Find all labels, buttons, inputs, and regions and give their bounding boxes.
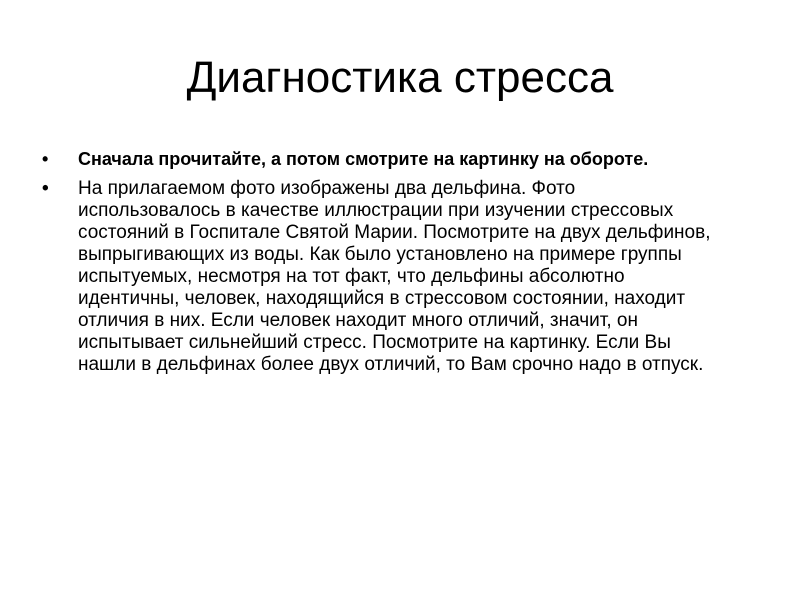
slide-title: Диагностика стресса <box>186 53 614 102</box>
bullet-dot-icon: • <box>42 178 49 199</box>
bullet-text-2: На прилагаемом фото изображены два дельфина. Фото использовалось в качестве иллюстрации при изучении стрессовых состояний в Госпитале Святой Марии. Посмотрите на двух дельфинов, выпрыгивающих из воды. Как было установлено на примере группы испытуемых, несмотря на тот факт, что дельфины абсолютно идентичны, человек, находящийся в стрессовом состоянии, находит отличия в них. Если человек находит много отличий, значит, он испытывает сильнейший стресс. Посмотрите на картинку. Если Вы нашли в дельфинах более двух отличий, то Вам срочно надо в отпуск. <box>78 178 711 375</box>
bullet-item-1 <box>42 148 722 170</box>
bullet-list <box>42 148 722 384</box>
bullet-dot-icon: • <box>42 149 49 169</box>
bullet-text-1: Сначала прочитайте, а потом смотрите на картинку на обороте. <box>78 149 649 169</box>
bullet-item-2 <box>42 178 722 376</box>
